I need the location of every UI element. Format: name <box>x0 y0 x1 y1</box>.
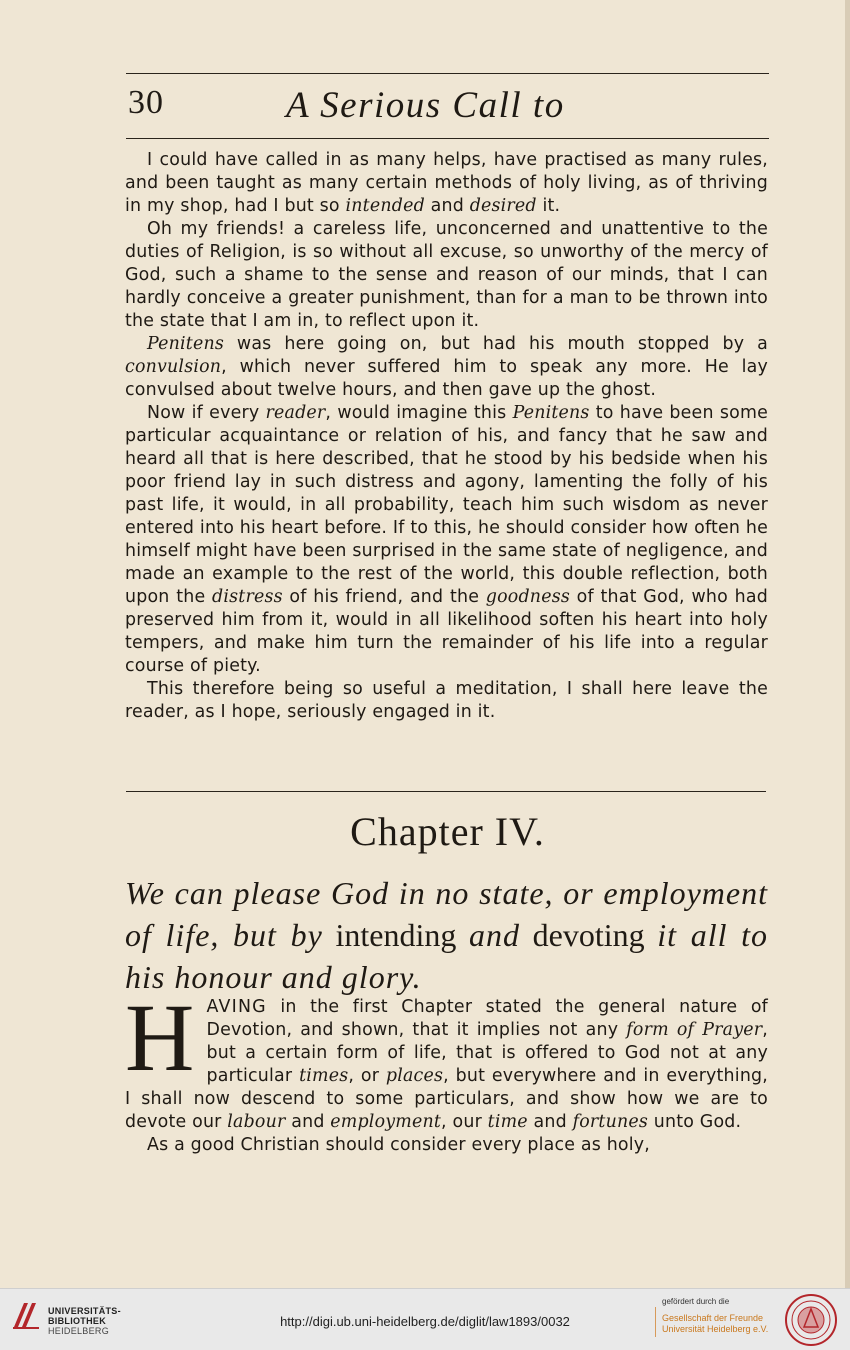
paragraph: I could have called in as many helps, have practised as many rules, and been taught as many certain methods of holy living, as of thriving in my shop, had I but so intended and desired it. <box>125 150 768 216</box>
header-bottom-rule <box>126 138 769 139</box>
paragraph: As a good Christian should consider every place as holy, <box>147 1135 651 1155</box>
page-number: 30 <box>128 84 164 121</box>
viewer-footer <box>0 1288 850 1350</box>
paragraph: HAVING in the first Chapter stated the general nature of Devotion, and shown, that it implies not any form of Prayer, but a certain form of life, that is offered to God not at any particular times, or places, but everywhere and in everything, I shall now descend to some particulars, and show how we are to devote our labour and employment, our time and fortunes unto God. <box>125 984 769 1132</box>
sponsor-name[interactable]: Gesellschaft der Freunde Universität Heidelberg e.V. <box>662 1313 769 1334</box>
paragraph: Now if every reader, would imagine this Penitens to have been some particular acquaintance or relation of his, and fancy that he saw and heard all that is here described, that he stood by his bedside when his poor friend lay in such distress and agony, lamenting the folly of his past life, it would, in all probability, teach him such wisdom as never entered into his heart before. If to this, he should consider how often he himself might have been surprised in the same state of negligence, and made an example to the rest of the world, this double reflection, both upon the distress of his friend, and the goodness of that God, who had preserved him from it, would in all likelihood soften his heart into holy tempers, and make him turn the remainder of his life into a regular course of piety. <box>125 403 768 676</box>
drop-cap: H <box>125 984 195 1091</box>
paragraph: Penitens was here going on, but had his mouth stopped by a convulsion, which never suffered him to speak any more. He lay convulsed about twelve hours, and then gave up the ghost. <box>125 334 768 400</box>
running-title: A Serious Call to <box>286 85 565 126</box>
university-seal-icon <box>784 1293 838 1347</box>
body-text <box>125 149 768 724</box>
section-rule <box>126 791 766 792</box>
paragraph: This therefore being so useful a meditation, I shall here leave the reader, as I hope, seriously engaged in it. <box>125 679 768 722</box>
library-name: UNIVERSITÄTS- BIBLIOTHEK HEIDELBERG <box>48 1306 121 1336</box>
sponsor-label: gefördert durch die <box>662 1297 730 1306</box>
header-top-rule <box>126 73 769 74</box>
chapter-text <box>125 984 769 1157</box>
chapter-title: Chapter IV. <box>350 809 545 854</box>
running-header <box>126 82 766 132</box>
permalink-url[interactable]: http://digi.ub.uni-heidelberg.de/diglit/law1893/0032 <box>280 1314 570 1329</box>
paragraph: Oh my friends! a careless life, unconcerned and unattentive to the duties of Religion, is so without all excuse, so unworthy of the mercy of God, such a shame to the sense and reason of our minds, that I can hardly conceive a greater punishment, than for a man to be thrown into the state that I am in, to reflect upon it. <box>125 219 768 331</box>
sponsor-divider <box>655 1307 656 1337</box>
chapter-heading: We can please God in no state, or employment of life, but by intending and devoting it all to his honour and glory. <box>125 875 769 995</box>
